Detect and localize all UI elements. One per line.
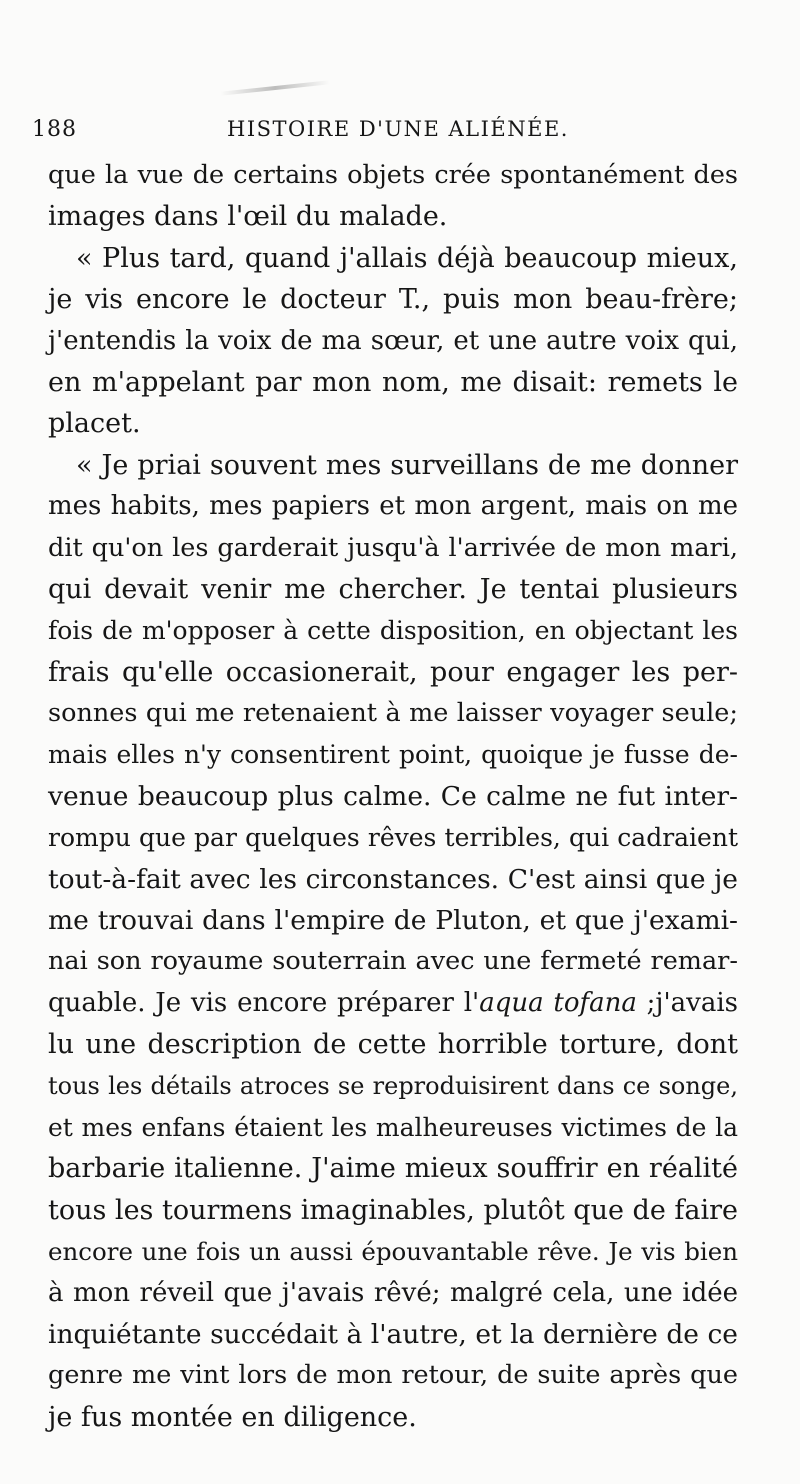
text-line: barbarie italienne. J'aime mieux souffrir en réalité bbox=[48, 1153, 738, 1185]
text-line: à mon réveil que j'avais rêvé; malgré cela, une idée bbox=[48, 1277, 738, 1308]
text-line: venue beaucoup plus calme. Ce calme ne fut inter- bbox=[48, 780, 738, 812]
text-line: mais elles n'y consentirent point, quoique je fusse de- bbox=[48, 740, 738, 770]
text-line: encore une fois un aussi épouvantable rêve. Je vis bien bbox=[48, 1237, 738, 1267]
text-line: sonnes qui me retenaient à me laisser voyager seule; bbox=[48, 698, 738, 729]
text-line: mes habits, mes papiers et mon argent, mais on me bbox=[48, 491, 738, 522]
text-line: images dans l'œil du malade. bbox=[48, 201, 448, 233]
text-line: placet. bbox=[48, 408, 141, 440]
text-line: tout-à-fait avec les circonstances. C'est ainsi que je bbox=[48, 863, 738, 895]
text-line: dit qu'on les garderait jusqu'à l'arrivée de mon mari, bbox=[48, 532, 738, 563]
page-number: 188 bbox=[32, 117, 77, 142]
text-line: genre me vint lors de mon retour, de suite après que bbox=[48, 1360, 738, 1391]
text-line-with-italic bbox=[48, 983, 738, 1024]
text-line: qui devait venir me chercher. Je tentai plusieurs bbox=[48, 573, 738, 605]
italic-term: aqua tofana bbox=[479, 987, 637, 1018]
text-line: inquiétante succédait à l'autre, et la dernière de ce bbox=[48, 1318, 738, 1350]
text-segment: quable. Je vis encore préparer l' bbox=[48, 987, 480, 1018]
text-line: et mes enfans étaient les malheureuses victimes de la bbox=[48, 1112, 738, 1142]
text-line: en m'appelant par mon nom, me disait: remets le bbox=[48, 366, 738, 398]
body-text bbox=[48, 155, 738, 1438]
text-line: je vis encore le docteur T., puis mon beau-frère; bbox=[48, 284, 738, 316]
text-line: me trouvai dans l'empire de Pluton, et que j'exami- bbox=[48, 905, 738, 937]
text-line: j'entendis la voix de ma sœur, et une autre voix qui, bbox=[48, 325, 738, 356]
text-line: lu une description de cette horrible torture, dont bbox=[48, 1029, 738, 1061]
text-line: nai son royaume souterrain avec une fermeté remar- bbox=[48, 946, 738, 977]
text-line: tous les détails atroces se reproduisirent dans ce songe, bbox=[48, 1071, 738, 1100]
text-line: « Je priai souvent mes surveillans de me donner bbox=[76, 449, 738, 481]
text-line: rompu que par quelques rêves terribles, qui cadraient bbox=[48, 823, 738, 853]
text-line: fois de m'opposer à cette disposition, en objectant les bbox=[48, 616, 738, 646]
text-line: tous les tourmens imaginables, plutôt que de faire bbox=[48, 1194, 738, 1226]
page-header bbox=[32, 113, 742, 149]
text-line: que la vue de certains objets crée spontanément des bbox=[48, 160, 738, 190]
running-head: HISTOIRE D'UNE ALIÉNÉE. bbox=[227, 117, 569, 141]
text-line: je fus montée en diligence. bbox=[48, 1401, 417, 1433]
text-line: « Plus tard, quand j'allais déjà beaucoup mieux, bbox=[76, 242, 738, 274]
scan-smudge bbox=[220, 80, 330, 95]
text-segment: ;j'avais bbox=[646, 987, 738, 1018]
text-line: frais qu'elle occasionerait, pour engager les per- bbox=[48, 656, 738, 688]
